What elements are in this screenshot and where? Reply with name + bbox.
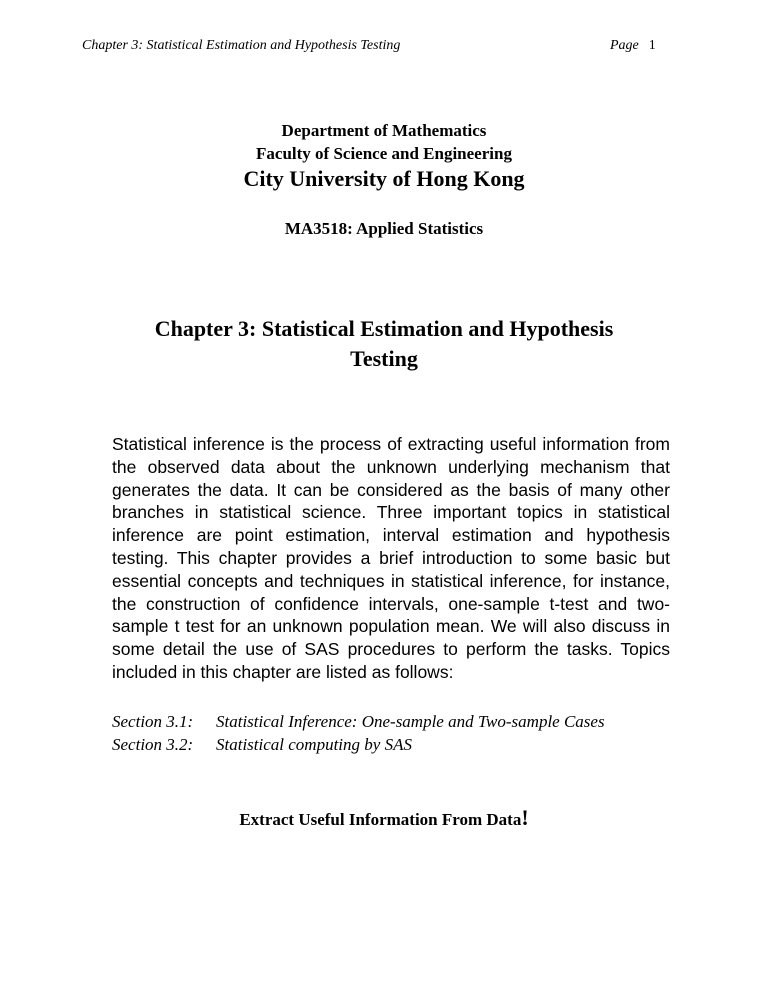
section-title: Statistical computing by SAS [216,735,412,754]
faculty-name: Faculty of Science and Engineering [256,144,512,163]
page-label: Page [610,38,639,53]
closing-slogan [0,805,768,831]
course-title: MA3518: Applied Statistics [284,219,484,238]
page-indicator [610,38,656,54]
page-number: 1 [648,38,656,53]
section-label: Section 3.1: [112,712,194,731]
department-name: Department of Mathematics [281,121,487,140]
closing-exclamation: ! [521,805,529,830]
closing-text: Extract Useful Information From Data [239,810,522,829]
section-list [112,710,672,756]
university-name: City University of Hong Kong [243,166,525,191]
section-item [112,710,672,733]
intro-paragraph: Statistical inference is the process of extracting useful information from the observed data about the unknown underlying mechanism that generates the data. It can be considered as the basis of many other branches in statistical science. Three important topics in statistical inference are point estimation, interval estimation and hypothesis testing. This chapter provides a brief introduction to some basic but essential concepts and techniques in statistical inference, for instance, the construction of confidence intervals, one-sample t-test and two-sample t test for an unknown population mean. We will also discuss in some detail the use of SAS procedures to perform the tasks. Topics included in this chapter are listed as follows: [112,434,670,682]
section-item [112,733,672,756]
section-label: Section 3.2: [112,735,194,754]
running-header-title: Chapter 3: Statistical Estimation and Hypothesis Testing [82,38,401,53]
section-title: Statistical Inference: One-sample and Two-sample Cases [216,712,605,731]
chapter-title: Chapter 3: Statistical Estimation and Hypothesis Testing [154,316,614,371]
